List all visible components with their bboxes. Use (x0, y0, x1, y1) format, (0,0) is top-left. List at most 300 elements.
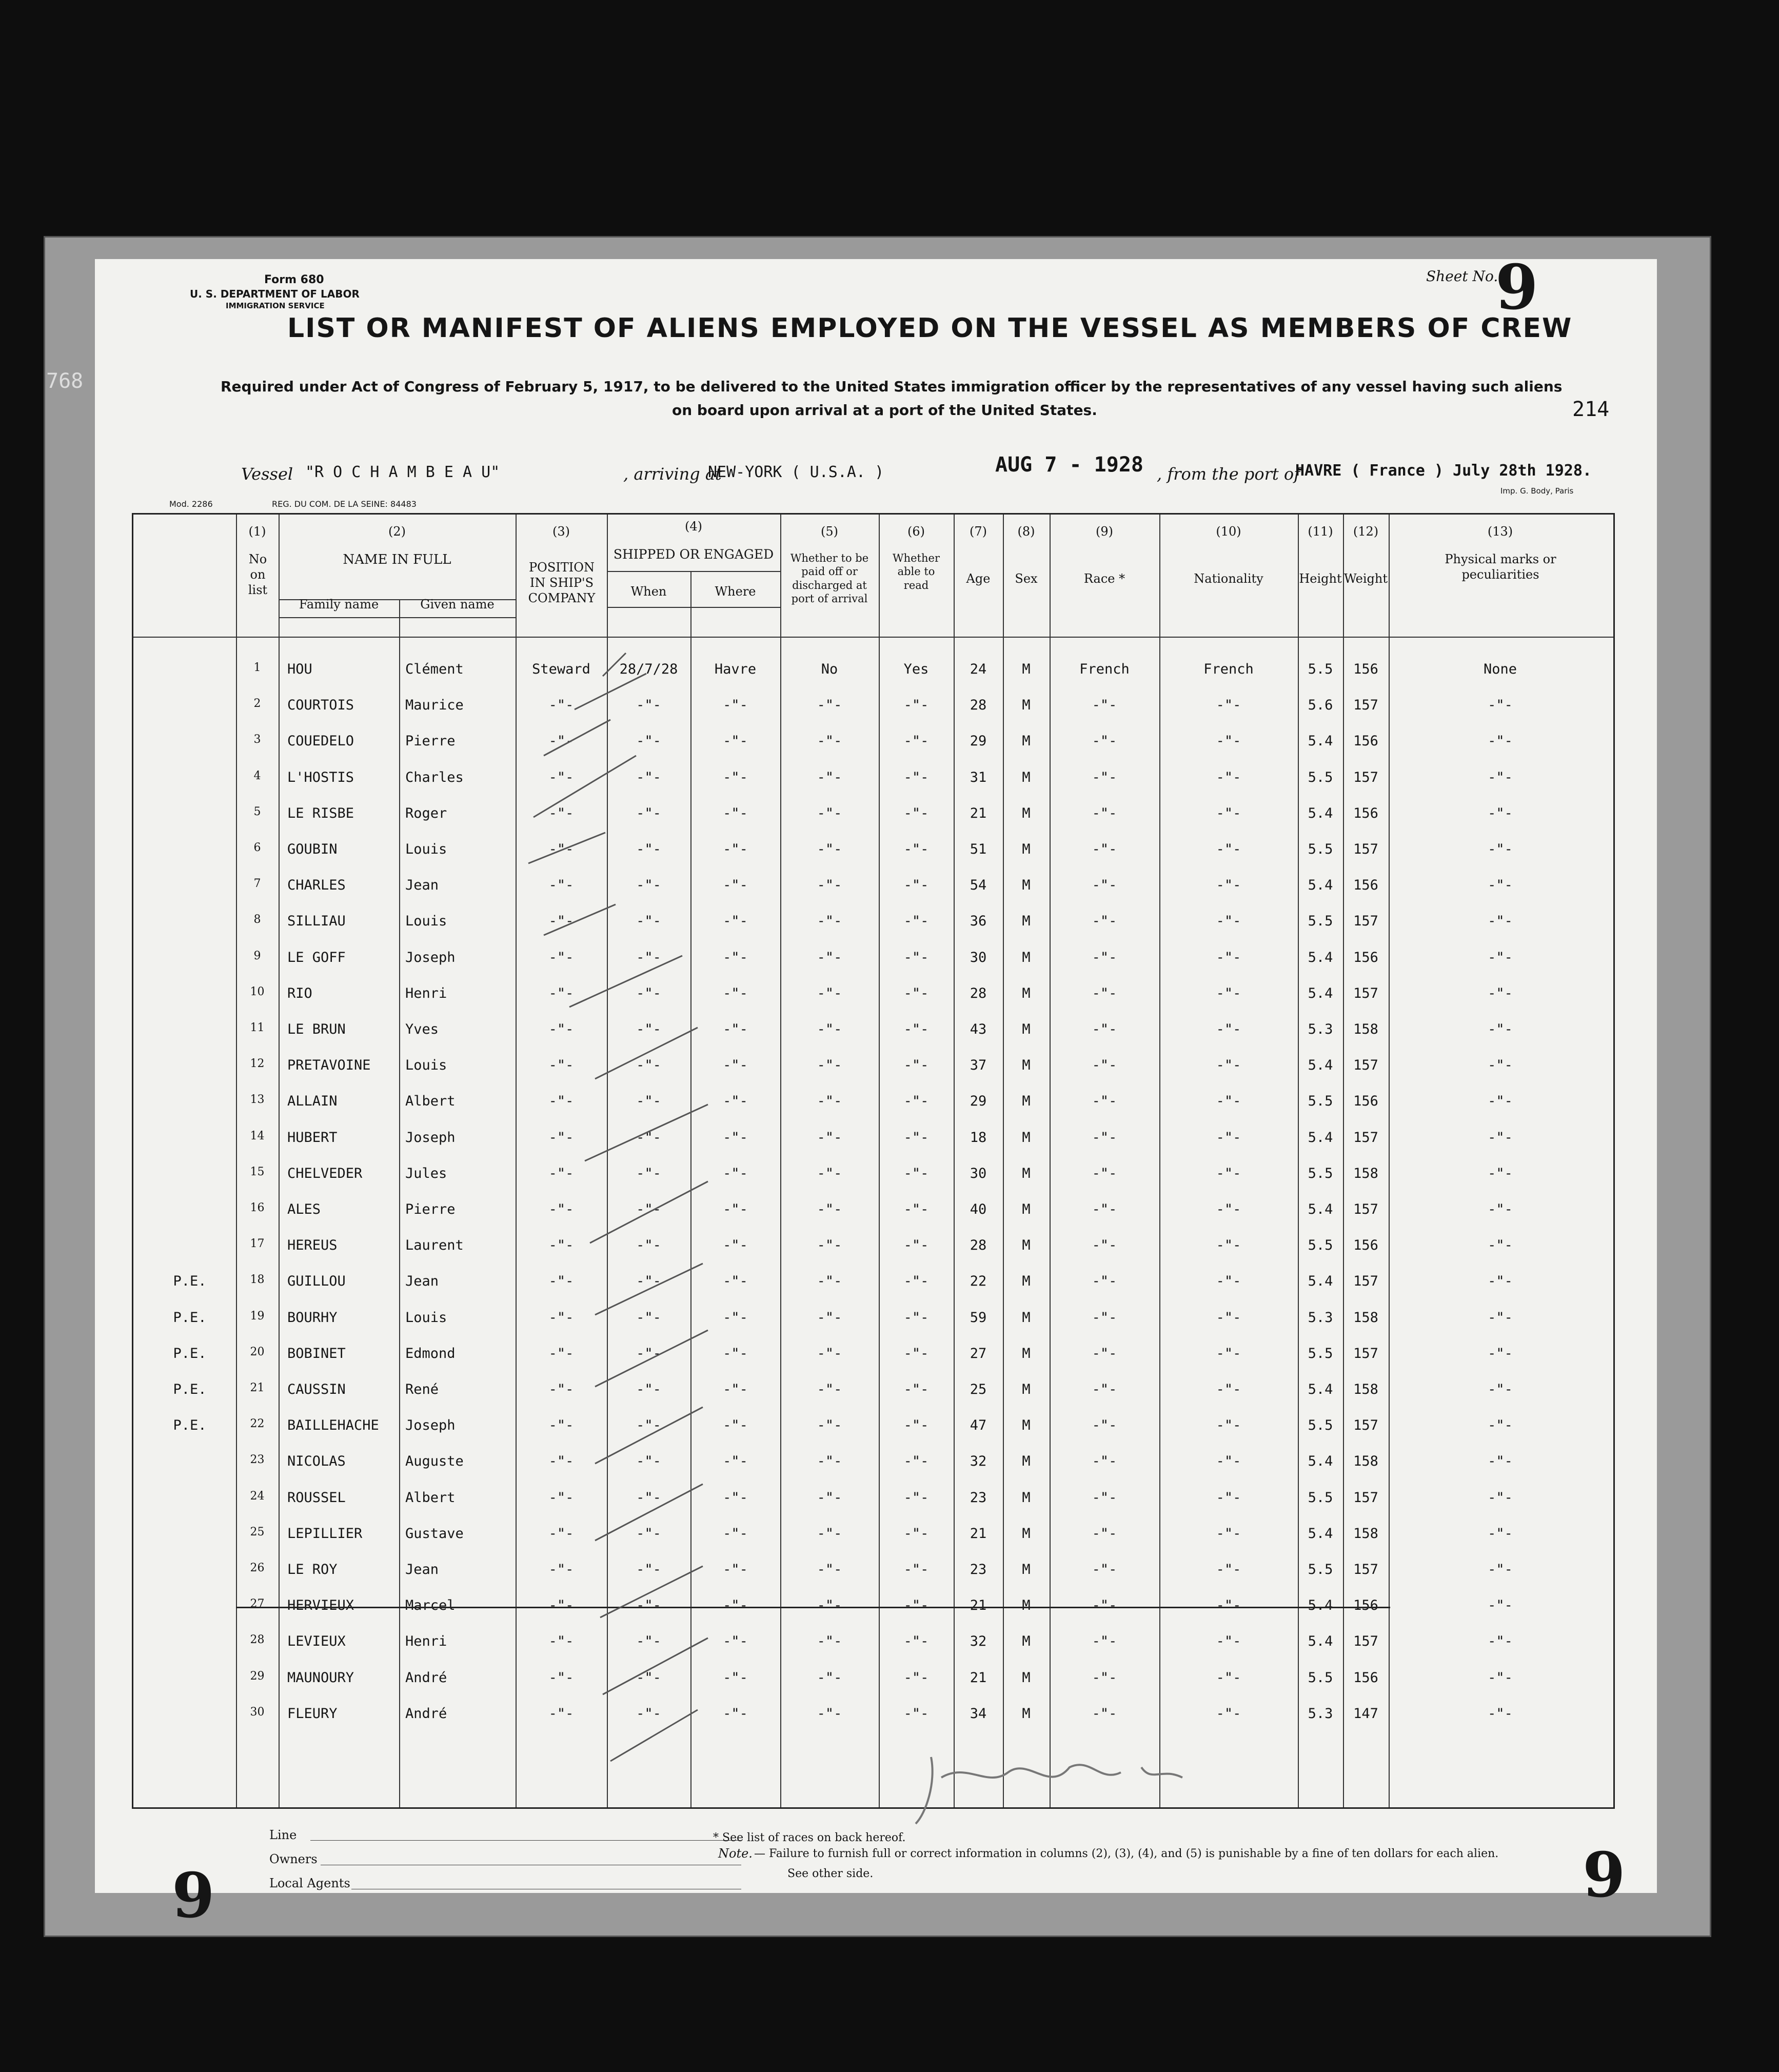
col-13-number: (13) (1487, 524, 1513, 539)
cell-given: Louis (405, 1057, 447, 1074)
cell-height: 5.3 (1308, 1309, 1333, 1326)
col-nationality-label: Nationality (1194, 571, 1263, 586)
race-note: * See list of races on back hereof. (713, 1831, 906, 1844)
cell-weight: 156 (1353, 1093, 1378, 1110)
cell-when: -"- (636, 1165, 661, 1181)
cell-sex: M (1022, 1525, 1031, 1542)
cell-where: -"- (723, 1093, 748, 1110)
cell-race: -"- (1092, 1093, 1117, 1110)
cell-when: -"- (636, 733, 661, 749)
col-race-label: Race * (1083, 571, 1125, 586)
cell-family: ALLAIN (287, 1093, 338, 1110)
cell-no: 29 (250, 1669, 265, 1683)
cell-read: -"- (903, 949, 929, 965)
cell-paid: -"- (817, 913, 842, 930)
cell-family: RIO (287, 985, 312, 1001)
cell-read: -"- (903, 1201, 929, 1217)
cell-age: 18 (970, 1129, 987, 1146)
cell-weight: 158 (1353, 1453, 1378, 1470)
cell-nationality: -"- (1216, 913, 1241, 930)
cell-marks: -"- (1488, 1562, 1513, 1577)
cell-read: Yes (903, 661, 929, 677)
col-when-label: When (630, 584, 667, 599)
cell-given: Auguste (405, 1453, 464, 1470)
cell-nationality: -"- (1216, 1273, 1241, 1290)
cell-no: 15 (250, 1165, 265, 1178)
cell-race: -"- (1092, 1237, 1117, 1254)
cell-nationality: -"- (1216, 1525, 1241, 1542)
cell-read: -"- (903, 1525, 929, 1542)
cell-age: 28 (970, 697, 987, 714)
cell-nationality: -"- (1216, 985, 1241, 1001)
cell-weight: 156 (1353, 733, 1378, 749)
cell-given: Joseph (405, 1417, 456, 1434)
cell-height: 5.5 (1308, 841, 1333, 857)
cell-read: -"- (903, 1669, 929, 1686)
sheet-number-bottom-right: 9 (1583, 1839, 1626, 1911)
cell-sex: M (1022, 877, 1031, 894)
cell-when: -"- (636, 697, 661, 714)
col-age-label: Age (966, 571, 991, 586)
cell-height: 5.4 (1308, 1057, 1333, 1074)
cell-paid: -"- (817, 949, 842, 965)
cell-when: -"- (636, 1453, 661, 1470)
cell-family: LE BRUN (287, 1021, 346, 1037)
cell-given: Maurice (405, 697, 464, 714)
cell-when: -"- (636, 985, 661, 1001)
cell-no: 19 (250, 1309, 265, 1323)
cell-sex: M (1022, 1057, 1031, 1074)
cell-family: BOBINET (287, 1345, 346, 1361)
cell-race: -"- (1092, 1525, 1117, 1542)
cell-age: 24 (970, 661, 987, 677)
cell-family: LEPILLIER (287, 1525, 363, 1542)
cell-read: -"- (903, 1562, 929, 1577)
cell-nationality: -"- (1216, 805, 1241, 821)
cell-nationality: -"- (1216, 1382, 1241, 1397)
cell-position: -"- (548, 1525, 574, 1542)
footer-agents-label: Local Agents (269, 1876, 350, 1890)
cell-when: -"- (636, 949, 661, 965)
cell-no: 16 (250, 1201, 265, 1214)
cell-position: -"- (548, 1129, 574, 1146)
cell-age: 23 (970, 1489, 987, 1506)
row-note: P.E. (173, 1417, 207, 1434)
see-other-side: See other side. (787, 1867, 874, 1880)
cell-nationality: -"- (1216, 1669, 1241, 1686)
cell-family: LE RISBE (287, 805, 354, 821)
cell-given: Yves (405, 1021, 439, 1037)
cell-paid: -"- (817, 733, 842, 749)
cell-position: -"- (548, 1021, 574, 1037)
cell-age: 59 (970, 1309, 987, 1326)
cell-position: -"- (548, 1382, 574, 1397)
cell-no: 24 (250, 1489, 265, 1503)
cell-age: 37 (970, 1057, 987, 1074)
page-title: LIST OR MANIFEST OF ALIENS EMPLOYED ON THE VESSEL AS MEMBERS OF CREW (287, 313, 1573, 344)
cell-height: 5.4 (1308, 949, 1333, 965)
cell-nationality: -"- (1216, 769, 1241, 785)
cell-when: -"- (636, 1562, 661, 1577)
cell-paid: -"- (817, 769, 842, 785)
cell-sex: M (1022, 1237, 1031, 1254)
cell-no: 5 (253, 805, 261, 818)
row-note: P.E. (173, 1345, 207, 1361)
cell-family: HUBERT (287, 1129, 338, 1146)
col-2-number: (2) (388, 524, 406, 539)
crew-table (132, 513, 1615, 1809)
cell-given: Gustave (405, 1525, 464, 1542)
cell-sex: M (1022, 805, 1031, 821)
cell-weight: 157 (1353, 769, 1378, 785)
cell-weight: 156 (1353, 1237, 1378, 1254)
cell-weight: 158 (1353, 1525, 1378, 1542)
cell-paid: -"- (817, 877, 842, 894)
cell-marks: -"- (1488, 1345, 1513, 1361)
cell-marks: -"- (1488, 1165, 1513, 1181)
cell-weight: 158 (1353, 1382, 1378, 1397)
cell-given: Louis (405, 1309, 447, 1326)
cell-race: -"- (1092, 805, 1117, 821)
cell-race: -"- (1092, 1345, 1117, 1361)
cell-sex: M (1022, 1669, 1031, 1686)
cell-given: Jean (405, 1562, 439, 1577)
cell-weight: 156 (1353, 805, 1378, 821)
cell-sex: M (1022, 1597, 1031, 1614)
cell-age: 47 (970, 1417, 987, 1434)
cell-where: -"- (723, 1489, 748, 1506)
cell-paid: -"- (817, 697, 842, 714)
cell-read: -"- (903, 733, 929, 749)
cell-when: -"- (636, 1237, 661, 1254)
cell-marks: -"- (1488, 1021, 1513, 1037)
cell-race: -"- (1092, 913, 1117, 930)
cell-weight: 157 (1353, 1633, 1378, 1650)
cell-where: -"- (723, 1273, 748, 1290)
cell-position: -"- (548, 949, 574, 965)
cell-height: 5.5 (1308, 769, 1333, 785)
cell-family: LEVIEUX (287, 1633, 346, 1650)
cell-where: -"- (723, 1417, 748, 1434)
cell-sex: M (1022, 1345, 1031, 1361)
cell-height: 5.4 (1308, 1273, 1333, 1290)
cell-read: -"- (903, 1273, 929, 1290)
col-no-label: No on list (248, 552, 268, 597)
cell-sex: M (1022, 913, 1031, 930)
cell-age: 54 (970, 877, 987, 894)
row-note: P.E. (173, 1382, 207, 1397)
cell-position: -"- (548, 1165, 574, 1181)
cell-given: Jean (405, 877, 439, 894)
cell-nationality: -"- (1216, 1093, 1241, 1110)
mod-number: Mod. 2286 (169, 499, 213, 509)
manifest-sheet (95, 251, 1657, 1932)
cell-race: -"- (1092, 1562, 1117, 1577)
cell-race: -"- (1092, 1417, 1117, 1434)
cell-race: -"- (1092, 949, 1117, 965)
subtitle-line-2: on board upon arrival at a port of the United States. (672, 402, 1097, 419)
cell-when: -"- (636, 1705, 661, 1722)
form-number: Form 680 (264, 273, 324, 286)
cell-given: Marcel (405, 1597, 456, 1614)
cell-marks: None (1483, 661, 1517, 677)
cell-marks: -"- (1488, 1669, 1513, 1686)
cell-where: -"- (723, 1201, 748, 1217)
cell-when: -"- (636, 1382, 661, 1397)
cell-marks: -"- (1488, 1237, 1513, 1254)
cell-given: Roger (405, 805, 447, 821)
fine-note-label: Note. (718, 1846, 753, 1861)
cell-when: 28/7/28 (619, 661, 678, 677)
cell-read: -"- (903, 805, 929, 821)
cell-race: -"- (1092, 1201, 1117, 1217)
cell-where: -"- (723, 985, 748, 1001)
cell-when: -"- (636, 841, 661, 857)
service: IMMIGRATION SERVICE (226, 301, 325, 310)
cell-height: 5.5 (1308, 1417, 1333, 1434)
cell-weight: 156 (1353, 949, 1378, 965)
cell-position: -"- (548, 1201, 574, 1217)
cell-no: 8 (253, 913, 261, 926)
cell-when: -"- (636, 1669, 661, 1686)
cell-when: -"- (636, 1273, 661, 1290)
cell-height: 5.3 (1308, 1705, 1333, 1722)
cell-height: 5.4 (1308, 1597, 1333, 1614)
cell-sex: M (1022, 1021, 1031, 1037)
cell-when: -"- (636, 1597, 661, 1614)
cell-race: -"- (1092, 1165, 1117, 1181)
cell-family: CHARLES (287, 877, 346, 894)
date-stamp: AUG 7 - 1928 (995, 453, 1143, 477)
cell-marks: -"- (1488, 1633, 1513, 1650)
cell-height: 5.4 (1308, 1525, 1333, 1542)
cell-nationality: -"- (1216, 1165, 1241, 1181)
cell-read: -"- (903, 1453, 929, 1470)
cell-marks: -"- (1488, 877, 1513, 894)
cell-paid: -"- (817, 1525, 842, 1542)
cell-nationality: -"- (1216, 1453, 1241, 1470)
cell-position: -"- (548, 913, 574, 930)
cell-height: 5.4 (1308, 1129, 1333, 1146)
cell-height: 5.4 (1308, 877, 1333, 894)
col-given-label: Given name (420, 597, 495, 611)
cell-position: -"- (548, 1273, 574, 1290)
cell-paid: -"- (817, 1201, 842, 1217)
cell-given: Albert (405, 1489, 456, 1506)
cell-weight: 157 (1353, 1129, 1378, 1146)
cell-no: 12 (250, 1057, 265, 1071)
col-11-number: (11) (1308, 524, 1333, 539)
cell-race: -"- (1092, 1453, 1117, 1470)
cell-no: 22 (250, 1417, 265, 1431)
cell-nationality: -"- (1216, 697, 1241, 714)
cell-race: -"- (1092, 1273, 1117, 1290)
sheet-number-bottom-left: 9 (172, 1860, 215, 1932)
cell-sex: M (1022, 949, 1031, 965)
cell-family: ALES (287, 1201, 321, 1217)
cell-where: -"- (723, 1345, 748, 1361)
cell-sex: M (1022, 1453, 1031, 1470)
col-8-number: (8) (1017, 524, 1035, 539)
cell-weight: 157 (1353, 841, 1378, 857)
cell-nationality: -"- (1216, 1309, 1241, 1326)
cell-given: Pierre (405, 1201, 456, 1217)
cell-height: 5.5 (1308, 1669, 1333, 1686)
cell-paid: -"- (817, 1669, 842, 1686)
cell-position: Steward (532, 661, 590, 677)
col-7-number: (7) (970, 524, 987, 539)
cell-read: -"- (903, 769, 929, 785)
cell-paid: -"- (817, 1417, 842, 1434)
cell-marks: -"- (1488, 1129, 1513, 1146)
cell-where: -"- (723, 1705, 748, 1722)
cell-where: -"- (723, 805, 748, 821)
cell-weight: 156 (1353, 1669, 1378, 1686)
cell-paid: -"- (817, 1489, 842, 1506)
cell-weight: 157 (1353, 1273, 1378, 1290)
cell-weight: 158 (1353, 1021, 1378, 1037)
cell-nationality: -"- (1216, 733, 1241, 749)
cell-weight: 157 (1353, 985, 1378, 1001)
cell-nationality: -"- (1216, 1562, 1241, 1577)
col-sex-label: Sex (1015, 571, 1038, 586)
cell-family: NICOLAS (287, 1453, 346, 1470)
cell-where: -"- (723, 913, 748, 930)
col-3-number: (3) (552, 524, 570, 539)
cell-race: -"- (1092, 697, 1117, 714)
cell-family: L'HOSTIS (287, 769, 354, 785)
cell-given: Clément (405, 661, 464, 677)
cell-given: Pierre (405, 733, 456, 749)
cell-position: -"- (548, 985, 574, 1001)
cell-where: -"- (723, 1382, 748, 1397)
col-where-label: Where (715, 584, 756, 599)
cell-no: 9 (253, 949, 261, 962)
cell-read: -"- (903, 1489, 929, 1506)
cell-race: -"- (1092, 841, 1117, 857)
cell-age: 28 (970, 1237, 987, 1254)
cell-race: -"- (1092, 1597, 1117, 1614)
cell-height: 5.5 (1308, 1562, 1333, 1577)
cell-read: -"- (903, 1057, 929, 1074)
cell-where: -"- (723, 1633, 748, 1650)
cell-paid: -"- (817, 1057, 842, 1074)
cell-race: -"- (1092, 1705, 1117, 1722)
sheet-label: Sheet No. (1426, 268, 1498, 285)
cell-age: 34 (970, 1705, 987, 1722)
cell-paid: -"- (817, 1382, 842, 1397)
cell-family: HEREUS (287, 1237, 338, 1254)
cell-sex: M (1022, 661, 1031, 677)
arriving-label: , arriving at (623, 464, 722, 484)
cell-nationality: -"- (1216, 841, 1241, 857)
cell-given: Edmond (405, 1345, 456, 1361)
cell-family: GOUBIN (287, 841, 338, 857)
cell-position: -"- (548, 697, 574, 714)
cell-marks: -"- (1488, 1705, 1513, 1722)
cell-no: 30 (250, 1705, 265, 1719)
cell-weight: 157 (1353, 1201, 1378, 1217)
cell-height: 5.5 (1308, 1093, 1333, 1110)
cell-given: Henri (405, 1633, 447, 1650)
cell-read: -"- (903, 697, 929, 714)
cell-age: 21 (970, 1525, 987, 1542)
cell-sex: M (1022, 1129, 1031, 1146)
cell-height: 5.5 (1308, 1345, 1333, 1361)
cell-position: -"- (548, 1093, 574, 1110)
cell-read: -"- (903, 1382, 929, 1397)
cell-weight: 157 (1353, 1489, 1378, 1506)
cell-weight: 156 (1353, 877, 1378, 894)
cell-marks: -"- (1488, 1309, 1513, 1326)
cell-position: -"- (548, 1309, 574, 1326)
cell-when: -"- (636, 1525, 661, 1542)
cell-read: -"- (903, 1705, 929, 1722)
cell-nationality: -"- (1216, 1201, 1241, 1217)
cell-given: André (405, 1705, 447, 1722)
cell-sex: M (1022, 1309, 1031, 1326)
col-height-label: Height (1299, 571, 1342, 586)
cell-paid: -"- (817, 1237, 842, 1254)
check-marks (133, 515, 1613, 1807)
cell-nationality: -"- (1216, 1705, 1241, 1722)
printer: Imp. G. Body, Paris (1500, 486, 1574, 496)
col-marks-label: Physical marks or peculiarities (1445, 552, 1556, 582)
cell-height: 5.3 (1308, 1021, 1333, 1037)
cell-age: 40 (970, 1201, 987, 1217)
cell-family: ROUSSEL (287, 1489, 346, 1506)
cell-family: SILLIAU (287, 913, 346, 930)
cell-family: LE GOFF (287, 949, 346, 965)
cell-height: 5.4 (1308, 1201, 1333, 1217)
cell-position: -"- (548, 1453, 574, 1470)
cell-position: -"- (548, 1705, 574, 1722)
cell-height: 5.5 (1308, 1237, 1333, 1254)
fine-note: — Failure to furnish full or correct information in columns (2), (3), (4), and (5) is punishable by a fine of ten dollars for each alien. (754, 1847, 1499, 1860)
cell-sex: M (1022, 1273, 1031, 1290)
col-9-number: (9) (1096, 524, 1113, 539)
cell-position: -"- (548, 1057, 574, 1074)
cell-paid: -"- (817, 1273, 842, 1290)
cell-nationality: -"- (1216, 949, 1241, 965)
cell-where: -"- (723, 1057, 748, 1074)
cell-read: -"- (903, 1129, 929, 1146)
cell-read: -"- (903, 841, 929, 857)
cell-no: 1 (253, 661, 261, 674)
cell-sex: M (1022, 1165, 1031, 1181)
cell-age: 22 (970, 1273, 987, 1290)
cell-paid: -"- (817, 1453, 842, 1470)
col-4-number: (4) (685, 519, 702, 534)
cell-position: -"- (548, 1669, 574, 1686)
cell-family: BAILLEHACHE (287, 1417, 379, 1434)
footer-line-label: Line (269, 1828, 297, 1842)
cell-marks: -"- (1488, 1417, 1513, 1434)
cell-height: 5.6 (1308, 697, 1333, 714)
cell-given: Jules (405, 1165, 447, 1181)
cell-sex: M (1022, 1705, 1031, 1722)
registry: REG. DU COM. DE LA SEINE: 84483 (272, 499, 417, 509)
cell-weight: 147 (1353, 1705, 1378, 1722)
vessel-label: Vessel (241, 464, 293, 484)
cell-weight: 156 (1353, 1597, 1378, 1614)
cell-read: -"- (903, 1417, 929, 1434)
cell-given: Laurent (405, 1237, 464, 1254)
cell-marks: -"- (1488, 1453, 1513, 1470)
cell-marks: -"- (1488, 913, 1513, 930)
cell-race: -"- (1092, 1669, 1117, 1686)
cell-age: 21 (970, 805, 987, 821)
